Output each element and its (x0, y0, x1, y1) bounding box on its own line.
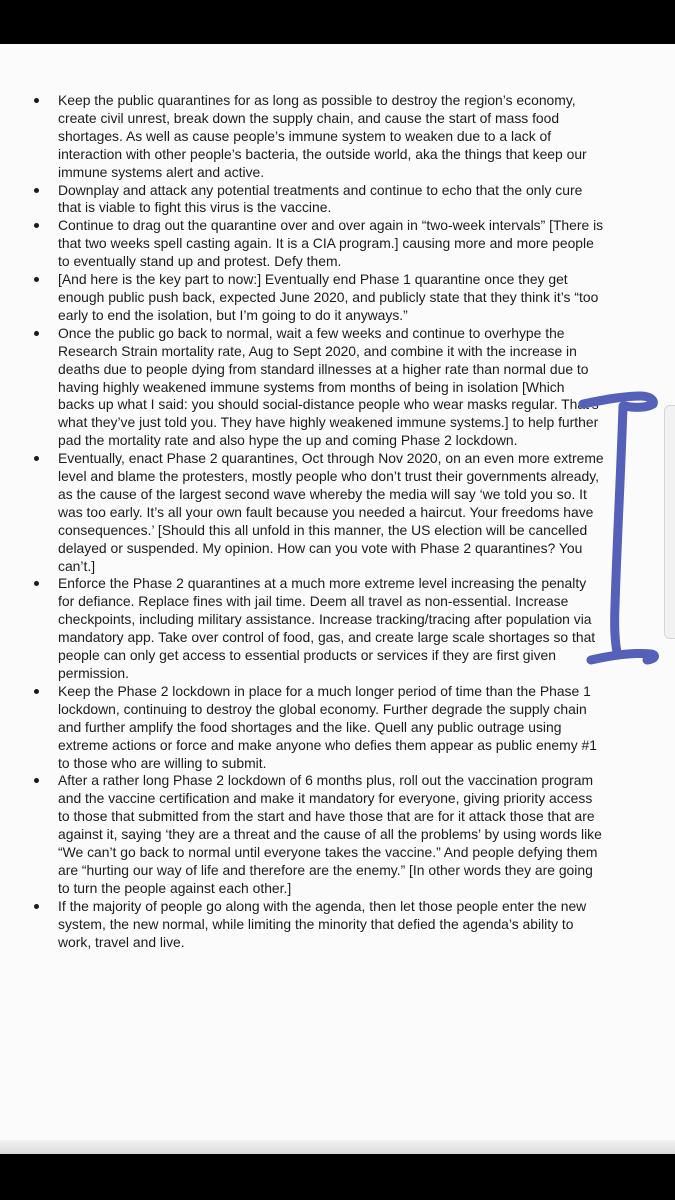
bullet-dot-icon (34, 689, 39, 694)
bullet-dot-icon (34, 277, 39, 282)
bullet-text: Keep the public quarantines for as long as possible to destroy the region’s economy, create civil unrest, break down the supply chain, and cause the start of mass food shortages. As well as cause people’s immune system to weaken due to a lack of interaction with other people’s bacteria, the outside world, aka the things that keep our immune systems alert and active. (58, 92, 587, 180)
bullet-item (34, 450, 604, 575)
bullet-item (34, 92, 604, 182)
bullet-text: If the majority of people go along with the agenda, then let those people enter the new system, the new normal, while limiting the minority that defied the agenda’s ability to work, travel and live. (58, 897, 587, 950)
bracket-vertical-stroke (615, 406, 623, 652)
bracket-bottom-stroke (591, 653, 654, 660)
bullet-item (34, 772, 604, 897)
bullet-text: [And here is the key part to now:] Eventually end Phase 1 quarantine once they get enough public push back, expected June 2020, and publicly state that they think it’s “too early to end the isolation, but I’m going to do it anyways.” (58, 271, 599, 323)
bullet-item (34, 271, 604, 325)
bullet-dot-icon (34, 581, 39, 586)
bullet-text: Once the public go back to normal, wait a few weeks and continue to overhype the Research Strain mortality rate, Aug to Sept 2020, and combine it with the increase in deaths due to people dying from standard illnesses at a higher rate than normal due to having highly weakened immune systems from months of being in isolation [Which backs up what I said: you should social-distance people who wear masks regular. That’s what they’ve just told you. They have highly weakened immune systems.] to help further pad the mortality rate and also hype the up and coming Phase 2 lockdown. (58, 324, 599, 449)
bullet-text: Eventually, enact Phase 2 quarantines, Oct through Nov 2020, on an even more extreme level and blame the protesters, mostly people who don’t trust their governments already, as the cause of the largest second wave whereby the media will say ‘we told you so. It was too early. It’s all your own fault because you needed a haircut. Your freedoms have consequences.’ [Should this all unfold in this manner, the US election will be cancelled delayed or suspended. My opinion. How can you vote with Phase 2 quarantines? You can’t.] (58, 450, 604, 574)
bullet-item (34, 683, 604, 773)
top-black-bar (0, 0, 675, 44)
bullet-dot-icon (34, 98, 39, 103)
bullet-text: Keep the Phase 2 lockdown in place for a much longer period of time than the Phase 1 lockdown, continuing to destroy the global economy. Further degrade the supply chain and further amplify the food shortages and the like. Quell any public outrage using extreme actions or force and make anyone who defies them appear as public enemy #1 to those who are willing to submit. (58, 682, 597, 771)
bullet-dot-icon (34, 331, 39, 336)
bullet-dot-icon (34, 456, 39, 461)
bullet-item (34, 325, 604, 450)
bullet-dot-icon (34, 778, 39, 783)
bullet-item (34, 898, 604, 952)
bullet-text: Continue to drag out the quarantine over and over again in “two-week intervals” [There is that two weeks spell casting again. It is a CIA program.] causing more and more people to eventually stand up and protest. Defy them. (58, 217, 604, 270)
bullet-dot-icon (34, 188, 39, 193)
highlight-bracket-annotation (575, 380, 675, 680)
bullet-text: Downplay and attack any potential treatments and continue to echo that the only cure that is viable to fight this virus is the vaccine. (58, 181, 583, 216)
bullet-text: Enforce the Phase 2 quarantines at a much more extreme level increasing the penalty for defiance. Replace fines with jail time. Deem all travel as non-essential. Increase checkpoints, including military assistance. Increase tracking/tracing after population via mandatory app. Take over control of food, gas, and create large scale shortages so that people can only get access to essential products or services if they are first given permission. (58, 575, 596, 681)
page-bottom-edge (0, 1140, 675, 1154)
bracket-top-stroke (583, 396, 653, 407)
bullet-text: After a rather long Phase 2 lockdown of 6 months plus, roll out the vaccination program and the vaccine certification and make it mandatory for everyone, giving priority access to those that submitted from the start and have those that are for it attack those that are against it, saying ‘they are a threat and the cause of all the problems’ by using words like “We can’t go back to normal until everyone takes the vaccine.” And people defying them are “hurting our way of life and therefore are the enemy.” [In other words they are going to turn the people against each other.] (58, 772, 602, 896)
bullet-item (34, 217, 604, 271)
bullet-item (34, 182, 604, 218)
bullet-item (34, 575, 604, 682)
bullet-list (34, 92, 604, 952)
bullet-dot-icon (34, 223, 39, 228)
bottom-black-bar (0, 1154, 675, 1200)
bullet-dot-icon (34, 904, 39, 909)
